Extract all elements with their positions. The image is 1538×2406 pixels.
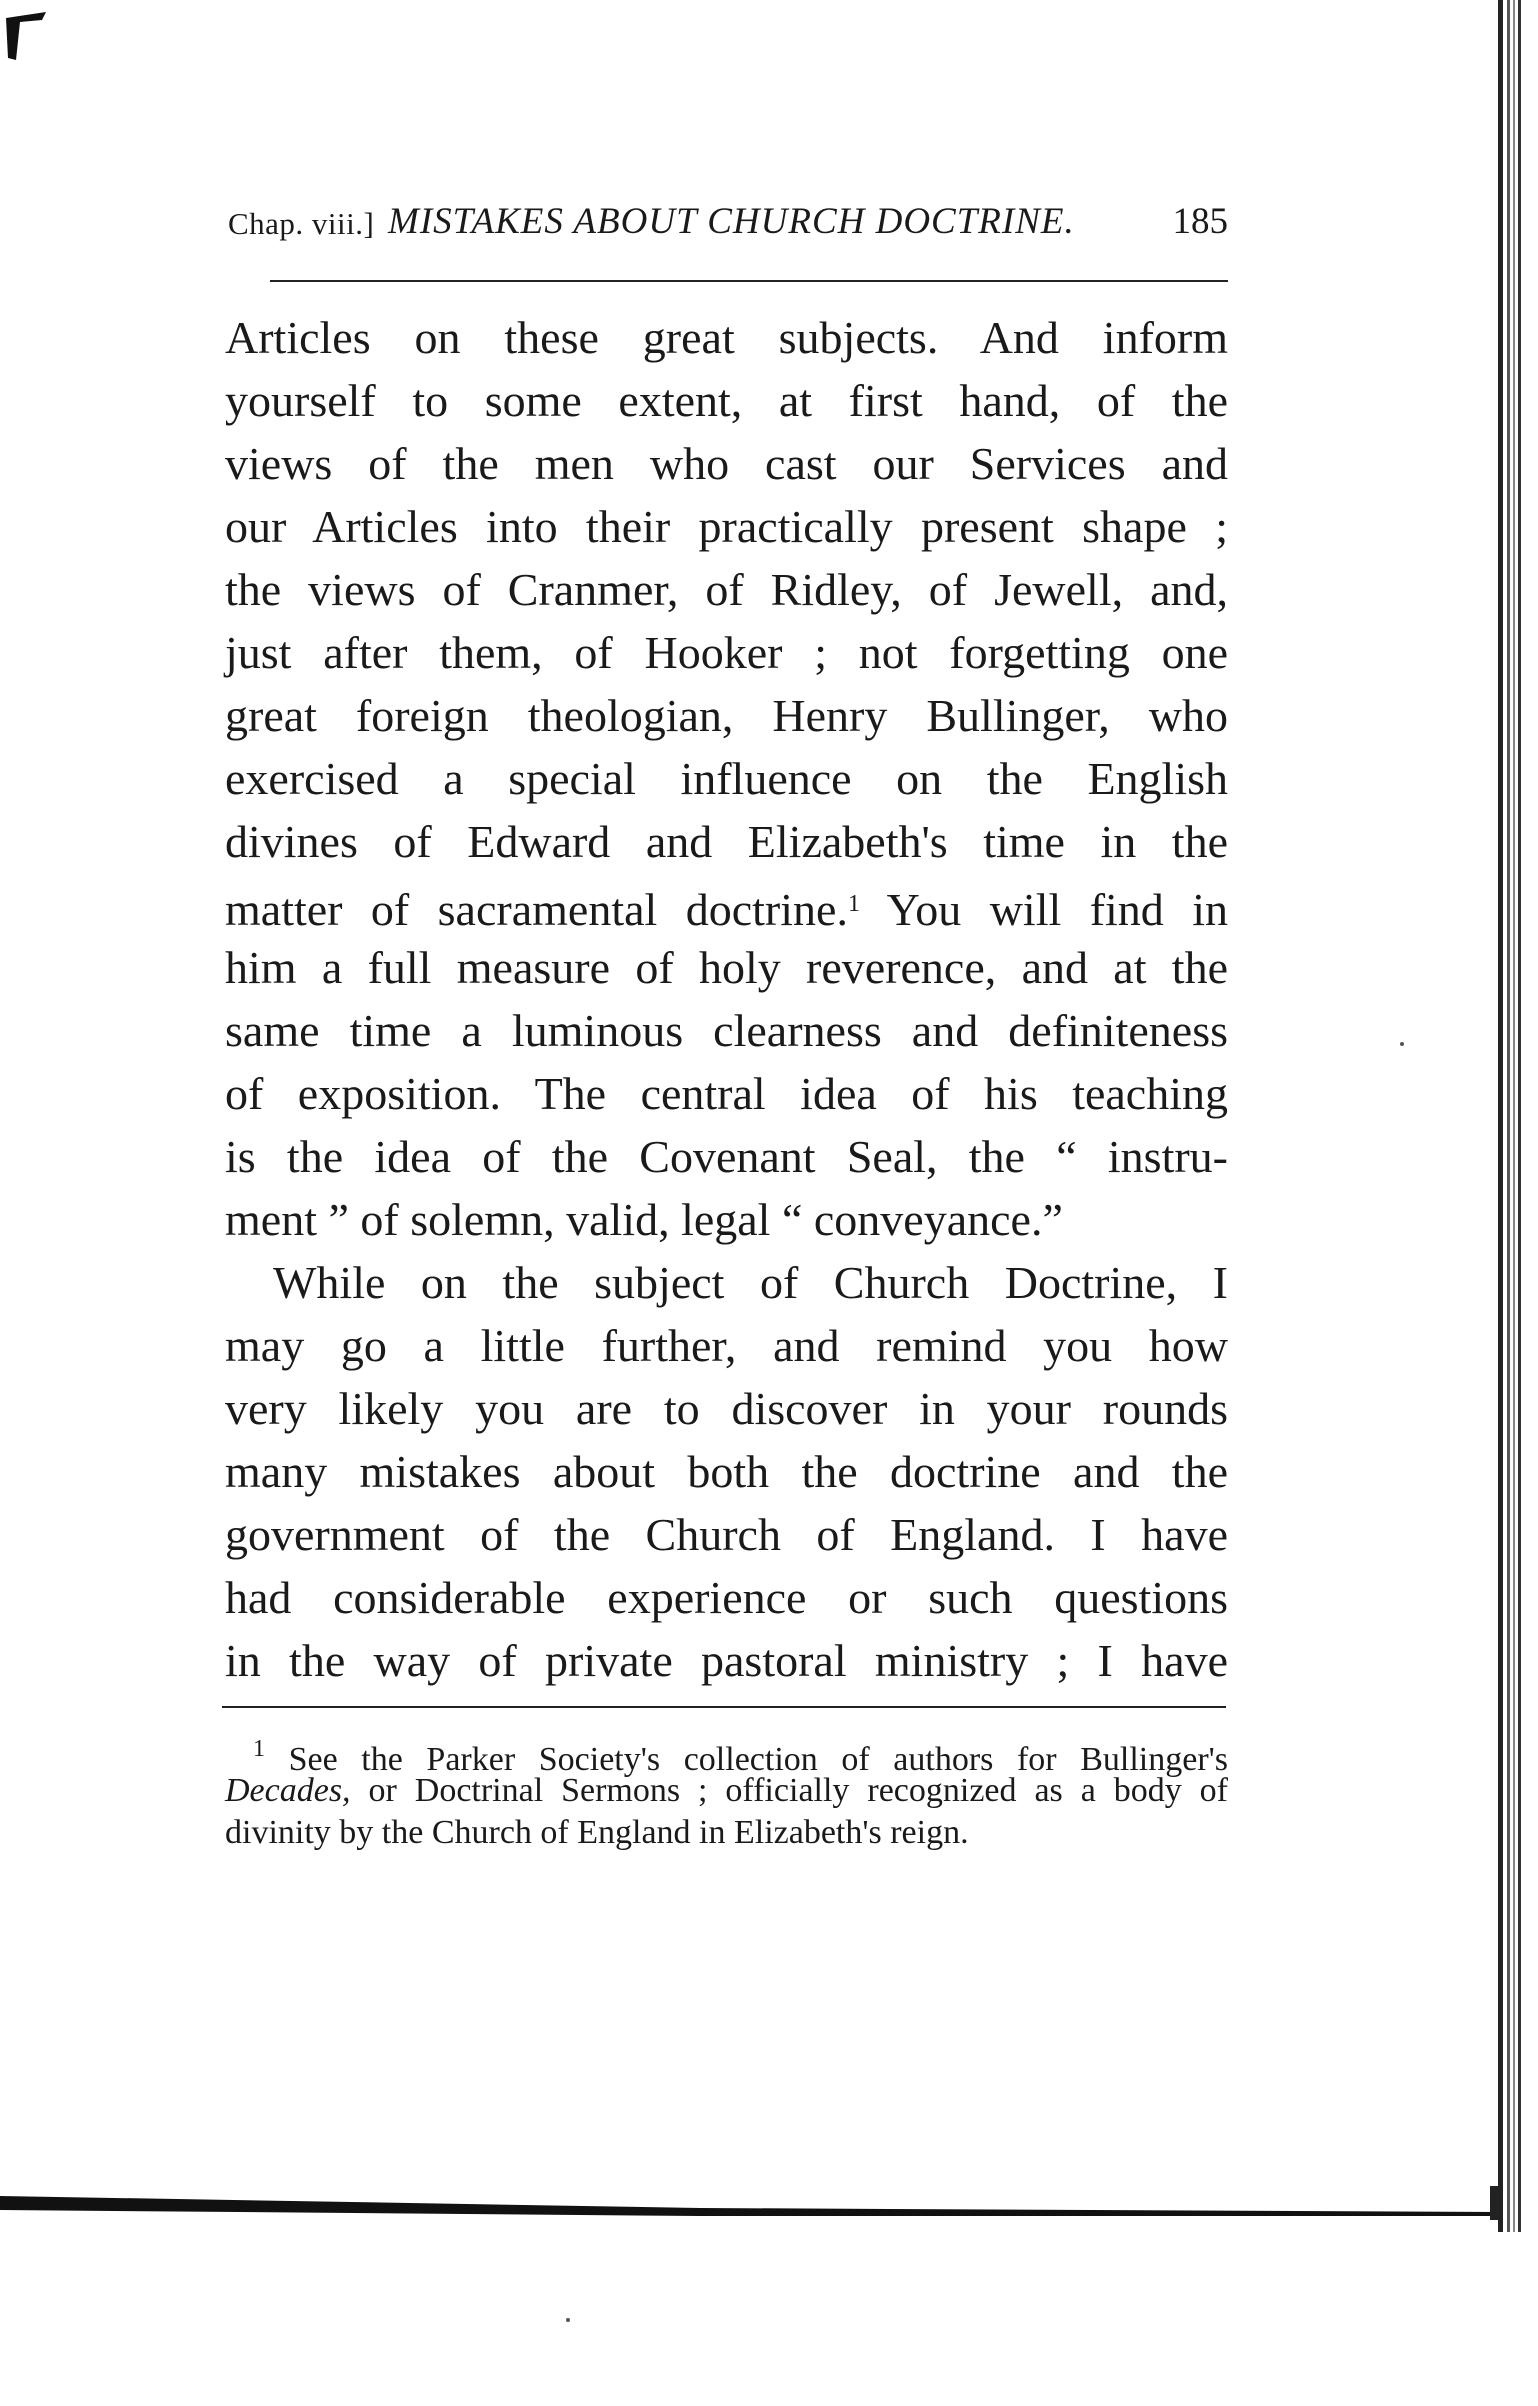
text-line: great foreign theologian, Henry Bullinger, who [225,690,1228,741]
text-segment: matter of sacramental doctrine. [225,884,848,935]
text-line: yourself to some extent, at first hand, of the [225,375,1228,426]
text-line: of exposition. The central idea of his teaching [225,1068,1228,1119]
footnote-reference: 1 [847,891,860,917]
text-line: Articles on these great subjects. And inform [225,312,1228,363]
text-segment: You will find in [886,884,1228,935]
text-line: our Articles into their practically present shape ; [225,501,1228,552]
text-line: government of the Church of England. I have [225,1509,1228,1560]
footnote [225,1728,1228,1854]
text-line: views of the men who cast our Services and [225,438,1228,489]
header-rule [270,280,1228,282]
footnote-text: or Doctrinal Sermons ; officially recognized as a body of [350,1772,1228,1809]
footnote-italic-title: Decades, [225,1772,351,1809]
footnote-marker: 1 [253,1736,265,1762]
text-line: may go a little further, and remind you how [225,1320,1228,1371]
text-line: him a full measure of holy reverence, and at the [225,942,1228,993]
body-text [225,306,1228,1692]
text-line: is the idea of the Covenant Seal, the “ instru- [225,1131,1228,1182]
page-edge-bottom [0,2186,1538,2226]
text-line: While on the subject of Church Doctrine, I [273,1257,1228,1308]
page-number: 185 [1172,201,1228,242]
stray-dot [1400,1042,1404,1046]
running-title: MISTAKES ABOUT CHURCH DOCTRINE. [388,201,1075,242]
text-line: the views of Cranmer, of Ridley, of Jewell, and, [225,564,1228,615]
footnote-line [225,1770,1228,1812]
footnote-text: See the Parker Society's collection of authors for Bullinger's [288,1741,1229,1778]
text-line: ment ” of solemn, valid, legal “ conveyance.” [225,1194,1063,1245]
footnote-rule [222,1706,1226,1708]
corner-scan-mark [0,10,48,62]
footnote-line [225,1728,1229,1778]
text-line: same time a luminous clearness and definiteness [225,1005,1228,1056]
stray-dot [566,2318,570,2322]
text-line [225,873,1228,936]
text-line: in the way of private pastoral ministry ; I have [225,1635,1228,1686]
footnote-line: divinity by the Church of England in Elizabeth's reign. [225,1814,969,1851]
text-line: many mistakes about both the doctrine and the [225,1446,1228,1497]
page-edge-right [1496,0,1524,2232]
text-line: just after them, of Hooker ; not forgetting one [225,627,1228,678]
text-line: very likely you are to discover in your rounds [225,1383,1228,1434]
chapter-label: Chap. viii.] [228,206,375,241]
running-header [228,200,1228,250]
text-line: exercised a special influence on the English [225,753,1228,804]
text-line: divines of Edward and Elizabeth's time in the [225,816,1228,867]
text-line: had considerable experience or such questions [225,1572,1228,1623]
